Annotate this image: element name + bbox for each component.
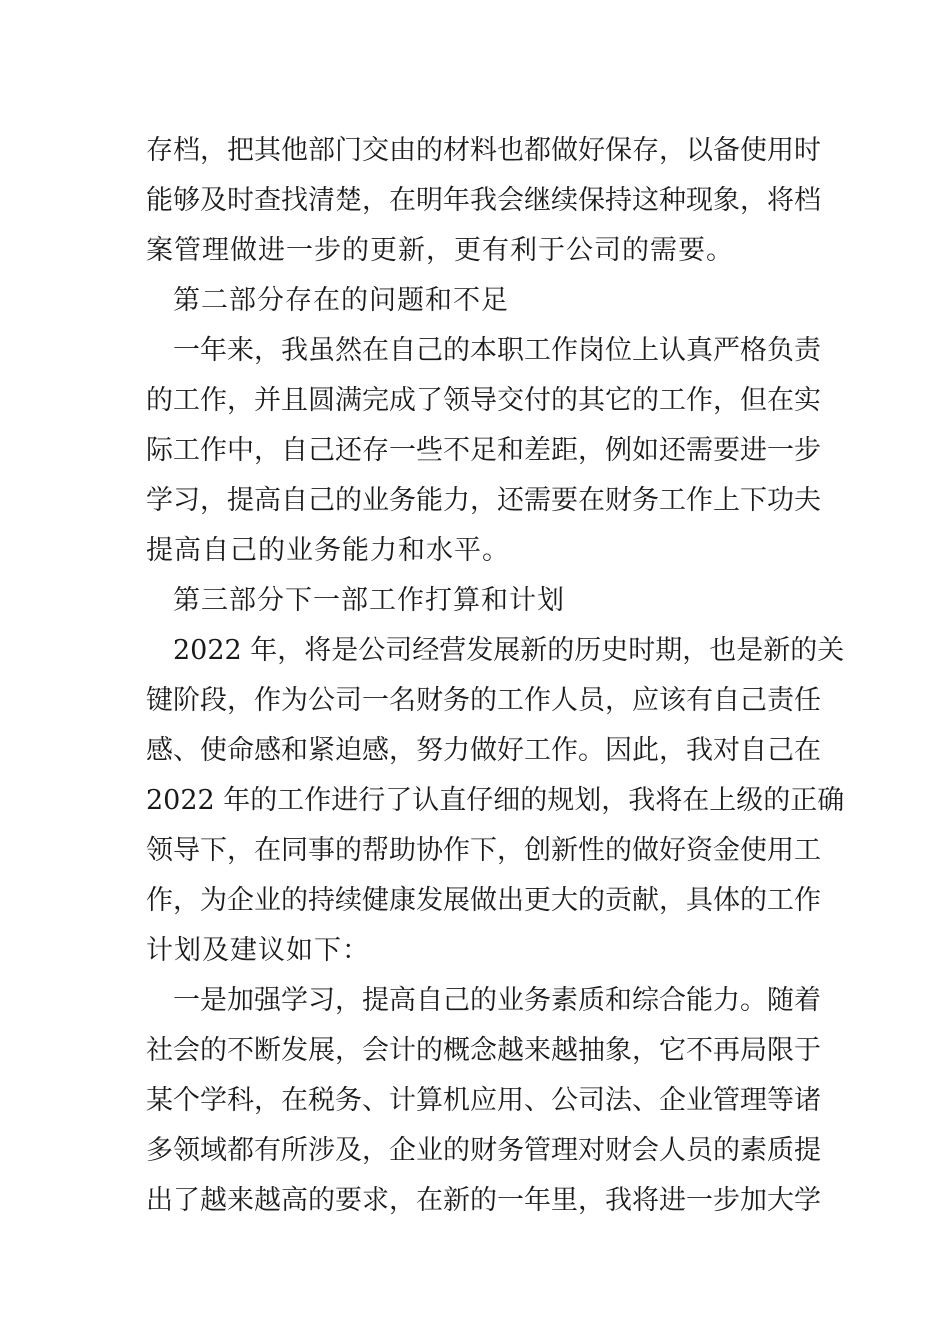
- section-heading: 第三部分下一部工作打算和计划: [173, 585, 565, 616]
- text-line: 键阶段，作为公司一名财务的工作人员，应该有自己责任: [146, 685, 821, 716]
- text-line: 领导下，在同事的帮助协作下，创新性的做好资金使用工: [146, 835, 821, 866]
- text-line: 计划及建议如下：: [146, 935, 370, 966]
- text-line: 感、使命感和紧迫感，努力做好工作。因此，我对自己在: [146, 735, 821, 766]
- text-line: 作，为企业的持续健康发展做出更大的贡献，具体的工作: [146, 885, 821, 916]
- text-line: 际工作中，自己还存一些不足和差距，例如还需要进一步: [146, 435, 821, 466]
- text-line: 一是加强学习，提高自己的业务素质和综合能力。随着: [173, 985, 821, 1016]
- text-line: 提高自己的业务能力和水平。: [146, 535, 510, 566]
- text-line: 出了越来越高的要求，在新的一年里，我将进一步加大学: [146, 1185, 821, 1216]
- text-line: 存档，把其他部门交由的材料也都做好保存，以备使用时: [146, 135, 821, 166]
- text-line: 案管理做进一步的更新，更有利于公司的需要。: [146, 235, 734, 266]
- text-line: 某个学科，在税务、计算机应用、公司法、企业管理等诸: [146, 1085, 821, 1116]
- text-line: 能够及时查找清楚，在明年我会继续保持这种现象，将档: [146, 185, 821, 216]
- text-line: 2022 年，将是公司经营发展新的历史时期，也是新的关: [173, 635, 845, 666]
- text-line: 2022 年的工作进行了认直仔细的规划，我将在上级的正确: [146, 785, 845, 816]
- text-line: 学习，提高自己的业务能力，还需要在财务工作上下功夫: [146, 485, 821, 516]
- text-line: 的工作，并且圆满完成了领导交付的其它的工作，但在实: [146, 385, 821, 416]
- text-line: 一年来，我虽然在自己的本职工作岗位上认真严格负责: [173, 335, 821, 366]
- text-line: 多领域都有所涉及，企业的财务管理对财会人员的素质提: [146, 1135, 821, 1166]
- text-line: 社会的不断发展，会计的概念越来越抽象，它不再局限于: [146, 1035, 821, 1066]
- section-heading: 第二部分存在的问题和不足: [173, 285, 509, 316]
